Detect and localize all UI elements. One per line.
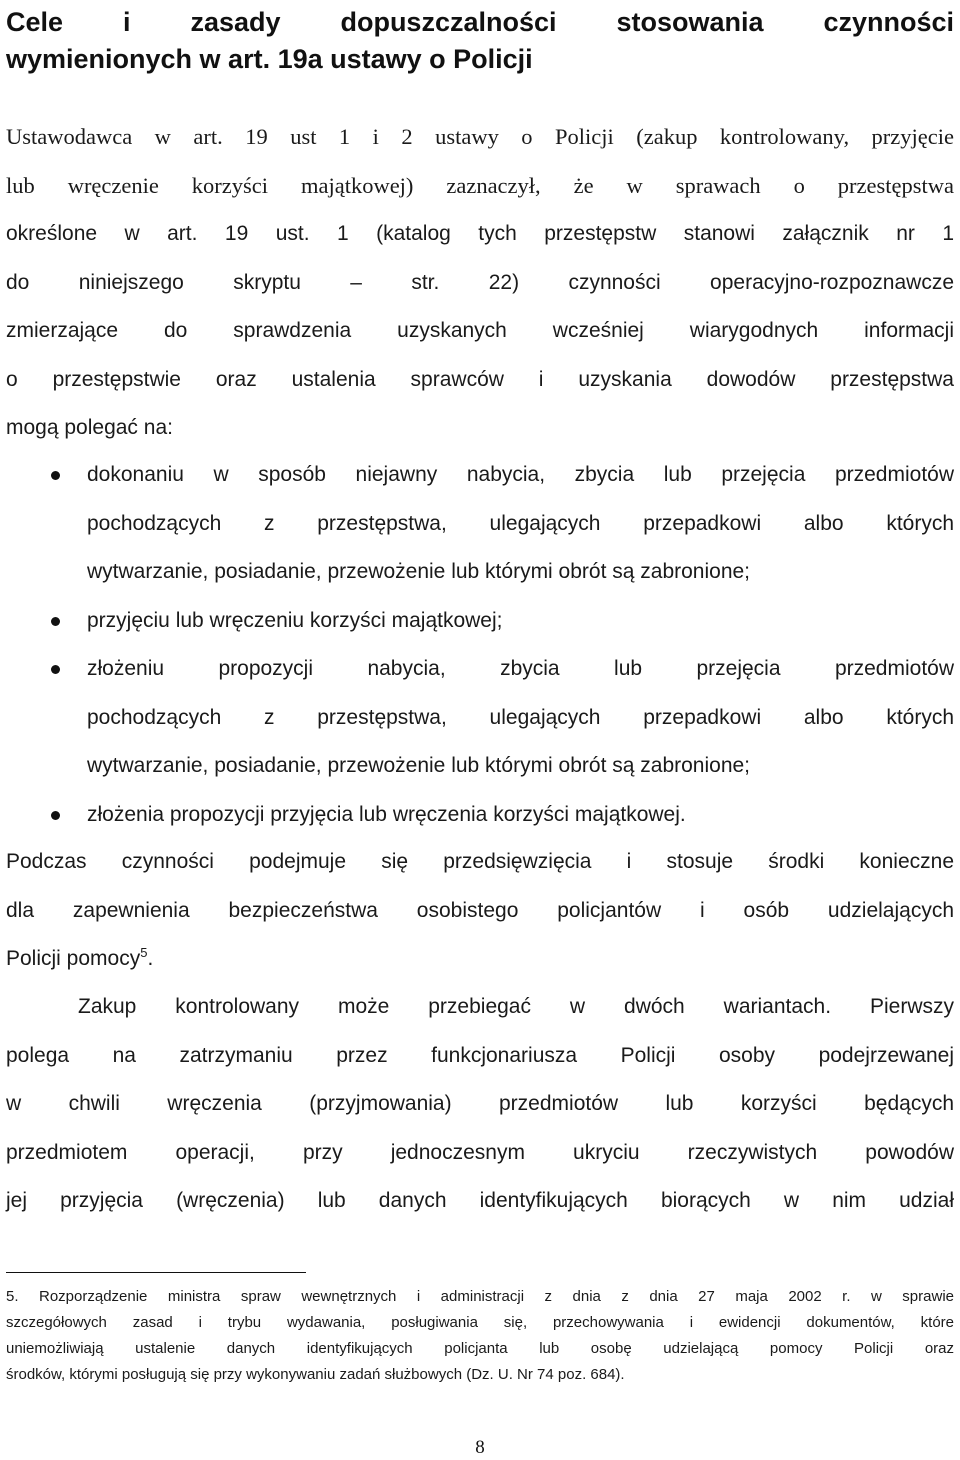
intro-line: lub wręczenie korzyści majątkowej) zaznaczył, że w sprawach o przestępstwa bbox=[6, 172, 954, 198]
footnote-ref[interactable]: 5 bbox=[140, 945, 148, 960]
heading-line-2: wymienionych w art. 19a ustawy o Policji bbox=[6, 44, 533, 74]
footnote-divider bbox=[6, 1272, 306, 1273]
paragraph-line: polega na zatrzymaniu przez funkcjonariusza Policji osoby podejrzewanej bbox=[6, 1043, 954, 1067]
paragraph-line-text: Policji pomocy bbox=[6, 947, 141, 970]
intro-line: Ustawodawca w art. 19 ust 1 i 2 ustawy o Policji (zakup kontrolowany, przyjęcie bbox=[6, 124, 954, 149]
list-item-line: złożeniu propozycji nabycia, zbycia lub przejęcia przedmiotów bbox=[87, 657, 954, 680]
list-item-line: dokonaniu w sposób niejawny nabycia, zbycia lub przejęcia przedmiotów bbox=[87, 463, 954, 486]
bullet-icon bbox=[51, 665, 60, 674]
paragraph-line: przedmiotem operacji, przy jednoczesnym ukryciu rzeczywistych powodów bbox=[6, 1140, 954, 1164]
list-item-line: wytwarzanie, posiadanie, przewożenie lub którymi obrót są zabronione; bbox=[87, 560, 751, 583]
intro-line: mogą polegać na: bbox=[6, 416, 173, 439]
paragraph-line-end: . bbox=[147, 947, 154, 970]
footnote-line: uniemożliwiają ustalenie danych identyfikujących policjanta lub osobę udzielającą pomocy Policji oraz bbox=[6, 1340, 954, 1357]
intro-paragraph bbox=[6, 113, 954, 453]
paragraph-line bbox=[6, 935, 954, 984]
list-item-line: pochodzących z przestępstwa, ulegających przepadkowi albo których bbox=[87, 511, 954, 535]
bullet-icon bbox=[51, 811, 60, 820]
bullet-icon bbox=[51, 471, 60, 480]
list-item bbox=[0, 791, 954, 840]
list-item bbox=[0, 451, 954, 597]
intro-line: do niniejszego skryptu – str. 22) czynności operacyjno-rozpoznawcze bbox=[6, 270, 954, 294]
list-item-line: wytwarzanie, posiadanie, przewożenie lub którymi obrót są zabronione; bbox=[87, 754, 751, 777]
list-item bbox=[0, 597, 954, 646]
list-item-line: złożenia propozycji przyjęcia lub wręczenia korzyści majątkowej. bbox=[87, 802, 686, 826]
paragraph-line: Podczas czynności podejmuje się przedsięwzięcia i stosuje środki konieczne bbox=[6, 850, 954, 873]
list-item-line: przyjęciu lub wręczeniu korzyści majątkowej; bbox=[87, 608, 503, 632]
safety-paragraph bbox=[6, 838, 954, 984]
footnote bbox=[6, 1284, 954, 1388]
page-number: 8 bbox=[475, 1437, 485, 1458]
heading-line-1: Cele i zasady dopuszczalności stosowania czynności bbox=[6, 7, 954, 37]
intro-line: zmierzające do sprawdzenia uzyskanych wcześniej wiarygodnych informacji bbox=[6, 319, 954, 342]
paragraph-line: w chwili wręczenia (przyjmowania) przedmiotów lub korzyści będących bbox=[6, 1092, 954, 1115]
list-item-line: pochodzących z przestępstwa, ulegających przepadkowi albo których bbox=[87, 705, 954, 729]
intro-line: określone w art. 19 ust. 1 (katalog tych przestępstw stanowi załącznik nr 1 bbox=[6, 222, 954, 245]
list-item bbox=[0, 645, 954, 791]
intro-line: o przestępstwie oraz ustalenia sprawców i uzyskania dowodów przestępstwa bbox=[6, 367, 954, 391]
paragraph-line: Zakup kontrolowany może przebiegać w dwóch wariantach. Pierwszy bbox=[78, 995, 954, 1018]
paragraph-line: jej przyjęcia (wręczenia) lub danych identyfikujących biorących w nim udział bbox=[6, 1189, 954, 1212]
bullet-icon bbox=[51, 617, 60, 626]
footnote-line: środków, którymi posługują się przy wykonywaniu zadań służbowych (Dz. U. Nr 74 poz. 684). bbox=[6, 1366, 625, 1383]
controlled-purchase-paragraph bbox=[6, 983, 954, 1226]
bullet-list bbox=[0, 451, 960, 839]
paragraph-line: dla zapewnienia bezpieczeństwa osobistego policjantów i osób udzielających bbox=[6, 898, 954, 922]
footnote-line: 5. Rozporządzenie ministra spraw wewnętrznych i administracji z dnia z dnia 27 maja 2002 r. w sprawie bbox=[6, 1288, 954, 1305]
footnote-line: szczegółowych zasad i trybu wydawania, posługiwania się, przechowywania i ewidencji dokumentów, które bbox=[6, 1314, 954, 1331]
section-heading bbox=[6, 4, 954, 78]
